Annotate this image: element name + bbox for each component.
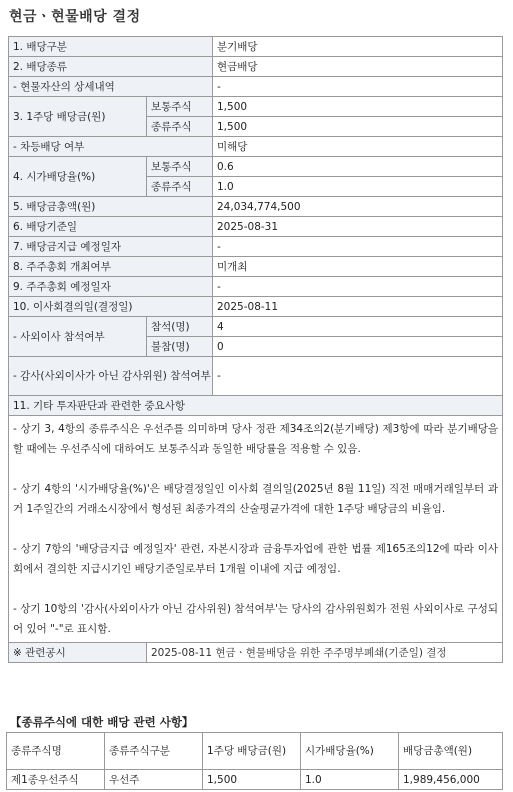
table-row: [9, 297, 503, 317]
row-value: 1.0: [213, 177, 503, 197]
table-row: [9, 357, 503, 396]
row-label: 1. 배당구분: [9, 37, 213, 57]
note-paragraph: - 상기 3, 4항의 종류주식은 우선주를 의미하며 당사 정관 제34조의2(분기배당) 제3항에 따라 분기배당을 할 때에는 우선주식에 대하여도 보통주식과 동일한 배당률을 적용할 수 있음.: [13, 423, 498, 455]
row-label: - 사외이사 참석여부: [9, 317, 147, 357]
row-label: 10. 이사회결의일(결정일): [9, 297, 213, 317]
row-value: 0: [213, 337, 503, 357]
table-row: [9, 317, 503, 337]
preferred-stock-table: [6, 732, 503, 790]
table-row: [9, 396, 503, 416]
table-row: [9, 643, 503, 663]
table-header-row: [7, 733, 503, 770]
row-value: -: [213, 357, 503, 396]
table-row: [7, 770, 503, 790]
table-row: [9, 277, 503, 297]
column-header: 배당금총액(원): [399, 733, 503, 770]
row-value: 2025-08-11: [213, 297, 503, 317]
row-value: 4: [213, 317, 503, 337]
column-header: 종류주식구분: [105, 733, 203, 770]
row-value: 1,500: [213, 117, 503, 137]
row-label: 4. 시가배당율(%): [9, 157, 147, 197]
section-title: 【종류주식에 대한 배당 관련 사항】: [10, 715, 194, 729]
row-value: 미개최: [213, 257, 503, 277]
sub-label: 종류주식: [147, 177, 213, 197]
row-label: 3. 1주당 배당금(원): [9, 97, 147, 137]
table-row: [9, 237, 503, 257]
table-row: [9, 137, 503, 157]
table-row: [9, 157, 503, 177]
row-value: -: [213, 77, 503, 97]
dividend-decision-table: [8, 36, 503, 663]
row-label: 11. 기타 투자판단과 관련한 중요사항: [9, 396, 503, 416]
row-label: - 현물자산의 상세내역: [9, 77, 213, 97]
table-row: [9, 257, 503, 277]
table-row: [9, 197, 503, 217]
page-title: 현금ㆍ현물배당 결정: [9, 9, 141, 25]
table-cell: 우선주: [105, 770, 203, 790]
column-header: 1주당 배당금(원): [203, 733, 301, 770]
table-row: [9, 416, 503, 643]
table-row: [9, 217, 503, 237]
row-value: 2025-08-31: [213, 217, 503, 237]
sub-label: 보통주식: [147, 157, 213, 177]
column-header: 종류주식명: [7, 733, 105, 770]
table-row: [9, 97, 503, 117]
row-label: 2. 배당종류: [9, 57, 213, 77]
note-paragraph: - 상기 10항의 '감사(사외이사가 아닌 감사위원) 참석여부'는 당사의 감사위원회가 전원 사외이사로 구성되어 있어 "-"로 표시함.: [13, 603, 498, 635]
row-label: 8. 주주총회 개최여부: [9, 257, 213, 277]
sub-label: 보통주식: [147, 97, 213, 117]
column-header: 시가배당율(%): [301, 733, 399, 770]
table-row: [9, 37, 503, 57]
sub-label: 참석(명): [147, 317, 213, 337]
table-cell: 1.0: [301, 770, 399, 790]
row-value: 현금배당: [213, 57, 503, 77]
table-cell: 제1종우선주식: [7, 770, 105, 790]
table-row: [9, 57, 503, 77]
row-value: 미해당: [213, 137, 503, 157]
table-cell: 1,989,456,000: [399, 770, 503, 790]
table-row: [9, 77, 503, 97]
row-label: 9. 주주총회 예정일자: [9, 277, 213, 297]
related-disclosure-link[interactable]: 2025-08-11 현금ㆍ현물배당을 위한 주주명부폐쇄(기준일) 결정: [147, 643, 503, 663]
row-label: - 차등배당 여부: [9, 137, 213, 157]
row-value: 24,034,774,500: [213, 197, 503, 217]
row-value: 분기배당: [213, 37, 503, 57]
table-cell: 1,500: [203, 770, 301, 790]
related-label: ※ 관련공시: [9, 643, 147, 663]
row-label: 5. 배당금총액(원): [9, 197, 213, 217]
notes-cell: [9, 416, 503, 643]
row-value: -: [213, 277, 503, 297]
row-value: -: [213, 237, 503, 257]
row-label: 6. 배당기준일: [9, 217, 213, 237]
row-value: 0.6: [213, 157, 503, 177]
row-value: 1,500: [213, 97, 503, 117]
note-paragraph: - 상기 4항의 '시가배당율(%)'은 배당결정일인 이사회 결의일(2025년 8월 11일) 직전 매매거래일부터 과거 1주일간의 거래소시장에서 형성된 최종가격의 산술평균가격에 대한 1주당 배당금의 비율임.: [13, 483, 498, 515]
sub-label: 종류주식: [147, 117, 213, 137]
row-label: - 감사(사외이사가 아닌 감사위원) 참석여부: [9, 357, 213, 396]
sub-label: 불참(명): [147, 337, 213, 357]
note-paragraph: - 상기 7항의 '배당금지급 예정일자' 관련, 자본시장과 금융투자업에 관한 법률 제165조의12에 따라 이사회에서 결의한 지급시기인 배당기준일로부터 1개월 이내에 지급 예정임.: [13, 543, 498, 575]
row-label: 7. 배당금지급 예정일자: [9, 237, 213, 257]
